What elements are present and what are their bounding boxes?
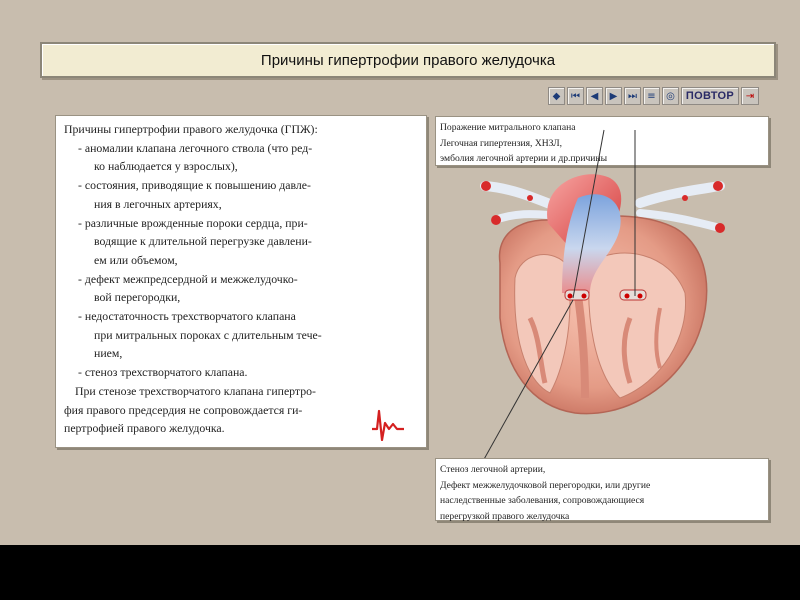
next-icon[interactable]: ▶: [605, 87, 622, 105]
pointer-line-pulmonary: [573, 130, 604, 298]
letterbox-bar: [0, 545, 800, 600]
label-line: Легочная гипертензия, ХНЗЛ,: [440, 137, 562, 149]
text-line: - состояния, приводящие к повышению давле-: [78, 178, 311, 193]
repeat-button[interactable]: ПОВТОР: [681, 87, 739, 105]
text-line: - дефект межпредсердной и межжелудочко-: [78, 271, 298, 286]
label-line: Поражение митрального клапана: [440, 122, 576, 133]
audio-icon[interactable]: ◎: [662, 87, 679, 105]
label-pulmonary-causes: [435, 458, 769, 521]
label-line: перегрузкой правого желудочка: [440, 510, 570, 522]
text-line: вой перегородки,: [94, 290, 181, 305]
exit-icon[interactable]: ⇥: [741, 87, 759, 105]
pointer-line-bottom: [478, 300, 573, 470]
text-line: - стеноз трехстворчатого клапана.: [78, 365, 248, 380]
prev-icon[interactable]: ◀: [586, 87, 603, 105]
text-line: - различные врожденные пороки сердца, при-: [78, 215, 308, 230]
label-line: Дефект межжелудочковой перегородки, или другие: [440, 479, 651, 491]
text-line: При стенозе трехстворчатого клапана гипертро-: [75, 383, 316, 398]
text-line: ем или объемом,: [94, 252, 178, 267]
page-title-text: Причины гипертрофии правого желудочка: [260, 51, 556, 69]
text-line: Причины гипертрофии правого желудочка (ГПЖ):: [64, 122, 318, 136]
text-line: - недостаточность трехстворчатого клапана: [78, 309, 296, 324]
diamond-icon[interactable]: ◆: [548, 87, 565, 105]
text-line: нием,: [94, 346, 123, 361]
text-line: пертрофией правого желудочка.: [64, 421, 225, 436]
contents-icon[interactable]: ≡: [643, 87, 660, 105]
last-icon[interactable]: ⏭: [624, 87, 641, 105]
label-line: эмболия легочной артерии и др.причины: [440, 153, 608, 164]
text-line: ко наблюдается у взрослых),: [94, 159, 238, 174]
label-line: Стеноз легочной артерии,: [440, 464, 546, 475]
label-line: наследственные заболевания, сопровождающиеся: [440, 495, 645, 506]
text-line: - аномалии клапана легочного ствола (что ред-: [78, 140, 313, 155]
first-icon[interactable]: ⏮: [567, 87, 584, 105]
text-line: фия правого предсердия не сопровождается ги-: [64, 402, 303, 417]
text-line: при митральных пороках с длительным тече-: [94, 327, 322, 342]
text-line: ния в легочных артериях,: [94, 196, 222, 211]
text-line: водящие к длительной перегрузке давлени-: [94, 234, 312, 249]
